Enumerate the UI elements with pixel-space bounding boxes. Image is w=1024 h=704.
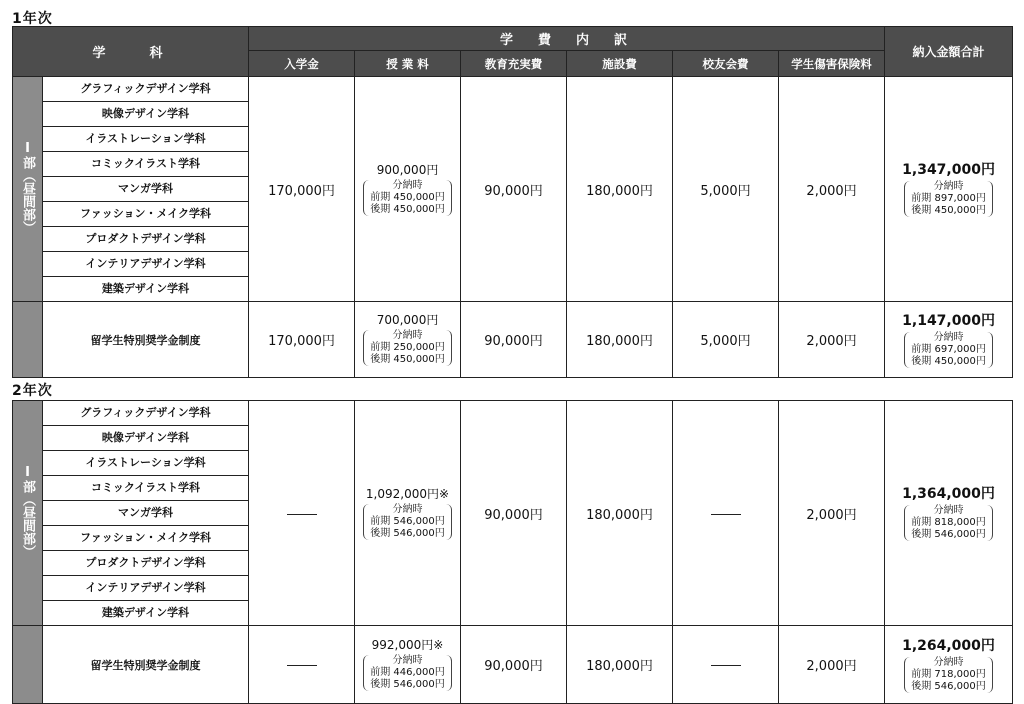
installment-bracket [904, 332, 993, 368]
tuition-amount: 700,000円 [376, 313, 439, 327]
education-fee: 90,000円 [461, 302, 567, 378]
department-name: 映像デザイン学科 [43, 426, 249, 451]
installment-second: 後期 546,000円 [911, 529, 986, 540]
subject-header: 学 科 [13, 27, 249, 77]
tuition-amount: 1,092,000円※ [365, 486, 450, 501]
dash-mark [711, 514, 741, 515]
tuition-amount: 992,000円※ [371, 638, 444, 652]
education-fee: 90,000円 [461, 401, 567, 626]
total-fee [885, 401, 1013, 626]
installment-first: 前期 250,000円 [370, 342, 445, 353]
division-label-blank [13, 302, 43, 378]
installment-label: 分納時 [933, 181, 964, 192]
installment-bracket [904, 505, 993, 541]
total-header: 納入金額合計 [885, 27, 1013, 77]
total-fee [885, 302, 1013, 378]
facility-header: 施設費 [567, 51, 673, 77]
department-name: ファッション・メイク学科 [43, 202, 249, 227]
installment-first: 前期 818,000円 [911, 517, 986, 528]
insurance-fee: 2,000円 [779, 401, 885, 626]
alumni-header: 校友会費 [673, 51, 779, 77]
tuition-fee [355, 401, 461, 626]
alumni-fee [673, 626, 779, 704]
department-name: ファッション・メイク学科 [43, 526, 249, 551]
division-label: Ⅰ部（昼間部） [13, 401, 43, 626]
year1-fee-table [12, 26, 1013, 378]
department-name: インテリアデザイン学科 [43, 576, 249, 601]
total-amount: 1,347,000円 [902, 162, 995, 178]
admission-fee: 170,000円 [249, 302, 355, 378]
scholarship-name: 留学生特別奨学金制度 [43, 302, 249, 378]
dash-mark [287, 665, 317, 666]
installment-first: 前期 546,000円 [370, 515, 445, 527]
admission-fee: 170,000円 [249, 77, 355, 302]
department-name: マンガ学科 [43, 501, 249, 526]
dash-mark [711, 665, 741, 666]
installment-second: 後期 450,000円 [911, 205, 986, 216]
insurance-fee: 2,000円 [779, 302, 885, 378]
installment-second: 後期 450,000円 [911, 355, 986, 367]
dash-mark [287, 514, 317, 515]
year2-title: 2年次 [12, 383, 53, 399]
installment-bracket [363, 330, 452, 366]
scholarship-name: 留学生特別奨学金制度 [43, 626, 249, 704]
department-name: 建築デザイン学科 [43, 277, 249, 302]
installment-label: 分納時 [392, 503, 423, 515]
year1-title: 1年次 [12, 11, 53, 27]
installment-second: 後期 546,000円 [370, 527, 445, 539]
installment-bracket [904, 181, 993, 217]
department-name: グラフィックデザイン学科 [43, 401, 249, 426]
installment-second: 後期 546,000円 [911, 680, 986, 692]
department-name: マンガ学科 [43, 177, 249, 202]
installment-second: 後期 450,000円 [370, 354, 445, 365]
department-name: プロダクトデザイン学科 [43, 551, 249, 576]
department-name: インテリアデザイン学科 [43, 252, 249, 277]
installment-label: 分納時 [933, 505, 964, 516]
insurance-fee: 2,000円 [779, 626, 885, 704]
department-name: イラストレーション学科 [43, 451, 249, 476]
installment-label: 分納時 [392, 330, 423, 341]
education-header: 教育充実費 [461, 51, 567, 77]
alumni-fee [673, 401, 779, 626]
installment-label: 分納時 [392, 655, 423, 666]
installment-bracket [904, 657, 993, 693]
installment-bracket [363, 504, 452, 540]
installment-bracket [363, 655, 452, 691]
tuition-amount: 900,000円 [376, 162, 439, 177]
division-label-blank [13, 626, 43, 704]
tuition-fee [355, 302, 461, 378]
department-name: プロダクトデザイン学科 [43, 227, 249, 252]
total-fee [885, 77, 1013, 302]
department-name: グラフィックデザイン学科 [43, 77, 249, 102]
department-name: コミックイラスト学科 [43, 152, 249, 177]
department-name: 建築デザイン学科 [43, 601, 249, 626]
facility-fee: 180,000円 [567, 626, 673, 704]
installment-bracket [363, 180, 452, 216]
total-amount: 1,364,000円 [902, 486, 995, 502]
facility-fee: 180,000円 [567, 77, 673, 302]
installment-first: 前期 446,000円 [370, 667, 445, 678]
total-fee [885, 626, 1013, 704]
facility-fee: 180,000円 [567, 401, 673, 626]
installment-label: 分納時 [933, 656, 964, 668]
insurance-header: 学生傷害保険料 [779, 51, 885, 77]
total-amount: 1,264,000円 [902, 637, 995, 654]
education-fee: 90,000円 [461, 77, 567, 302]
alumni-fee: 5,000円 [673, 302, 779, 378]
department-name: 映像デザイン学科 [43, 102, 249, 127]
installment-second: 後期 450,000円 [370, 203, 445, 215]
breakdown-header: 学 費 内 訳 [249, 27, 885, 51]
tuition-fee [355, 77, 461, 302]
total-amount: 1,147,000円 [902, 312, 995, 329]
admission-fee [249, 401, 355, 626]
facility-fee: 180,000円 [567, 302, 673, 378]
year2-fee-table [12, 400, 1013, 704]
insurance-fee: 2,000円 [779, 77, 885, 302]
installment-label: 分納時 [933, 331, 964, 343]
department-name: コミックイラスト学科 [43, 476, 249, 501]
installment-first: 前期 697,000円 [911, 343, 986, 355]
admission-header: 入学金 [249, 51, 355, 77]
department-name: イラストレーション学科 [43, 127, 249, 152]
admission-fee [249, 626, 355, 704]
tuition-header: 授 業 料 [355, 51, 461, 77]
installment-second: 後期 546,000円 [370, 679, 445, 690]
installment-first: 前期 450,000円 [370, 191, 445, 203]
education-fee: 90,000円 [461, 626, 567, 704]
installment-first: 前期 718,000円 [911, 668, 986, 680]
division-label: Ⅰ部（昼間部） [13, 77, 43, 302]
installment-label: 分納時 [392, 179, 423, 191]
alumni-fee: 5,000円 [673, 77, 779, 302]
installment-first: 前期 897,000円 [911, 193, 986, 204]
tuition-fee [355, 626, 461, 704]
